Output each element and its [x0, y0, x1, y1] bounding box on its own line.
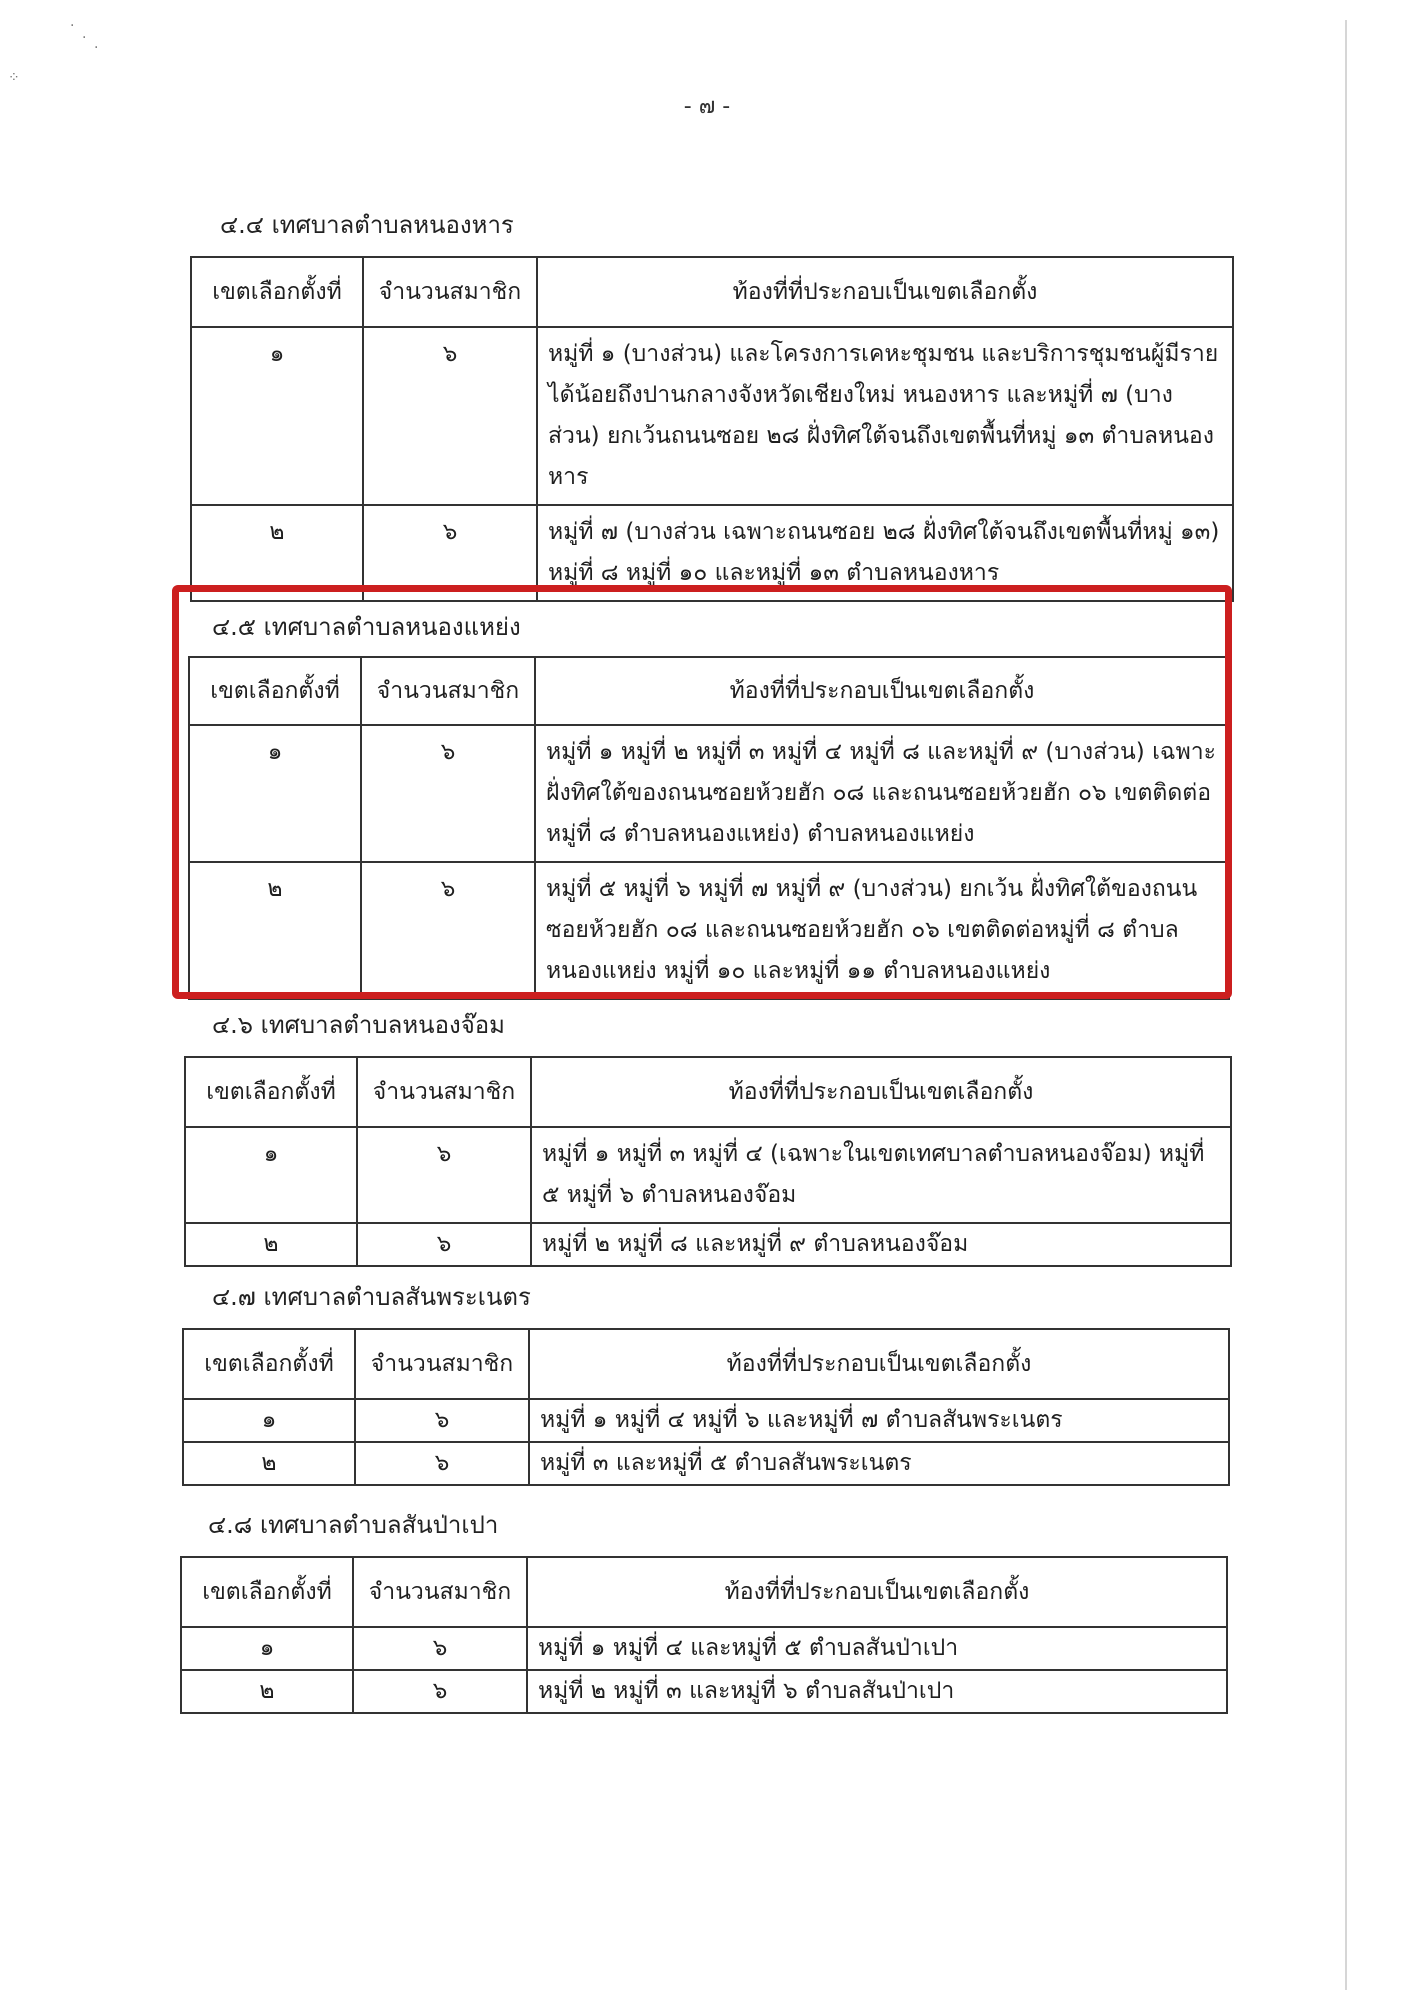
member-count: ๖: [357, 1223, 531, 1266]
member-count: ๖: [361, 725, 535, 862]
table-row: [191, 327, 1233, 505]
area-description: หมู่ที่ ๓ และหมู่ที่ ๕ ตำบลสันพระเนตร: [529, 1442, 1229, 1485]
header-members: จำนวนสมาชิก: [357, 1057, 531, 1127]
area-description: หมู่ที่ ๑ (บางส่วน) และโครงการเคหะชุมชน และบริการชุมชนผู้มีรายได้น้อยถึงปานกลางจังหวัดเชียงใหม่ หนองหาร และหมู่ที่ ๗ (บางส่วน) ยกเว้นถนนซอย ๒๘ ฝั่งทิศใต้จนถึงเขตพื้นที่หมู่ ๑๓ ตำบลหนองหาร: [537, 327, 1233, 505]
header-areas: ท้องที่ที่ประกอบเป็นเขตเลือกตั้ง: [531, 1057, 1231, 1127]
page-number: - ๗ -: [683, 94, 731, 119]
table-header-row: [183, 1329, 1229, 1399]
member-count: ๖: [363, 327, 537, 505]
district-number: ๒: [191, 505, 363, 601]
district-number: ๑: [183, 1399, 355, 1442]
header-areas: ท้องที่ที่ประกอบเป็นเขตเลือกตั้ง: [537, 257, 1233, 327]
scan-speck: ·: [94, 40, 99, 56]
table-row: [183, 1399, 1229, 1442]
election-table: [184, 1056, 1232, 1267]
area-description: หมู่ที่ ๑ หมู่ที่ ๓ หมู่ที่ ๔ (เฉพาะในเขตเทศบาลตำบลหนองจ๊อม) หมู่ที่ ๕ หมู่ที่ ๖ ตำบลหนองจ๊อม: [531, 1127, 1231, 1223]
table-header-row: [185, 1057, 1231, 1127]
header-members: จำนวนสมาชิก: [353, 1557, 527, 1627]
member-count: ๖: [353, 1670, 527, 1713]
district-number: ๑: [185, 1127, 357, 1223]
header-district: เขตเลือกตั้งที่: [185, 1057, 357, 1127]
section-title: ๔.๕ เทศบาลตำบลหนองแหย่ง: [212, 613, 521, 641]
member-count: ๖: [355, 1442, 529, 1485]
section-title: ๔.๖ เทศบาลตำบลหนองจ๊อม: [212, 1011, 505, 1039]
member-count: ๖: [355, 1399, 529, 1442]
area-description: หมู่ที่ ๑ หมู่ที่ ๔ หมู่ที่ ๖ และหมู่ที่ ๗ ตำบลสันพระเนตร: [529, 1399, 1229, 1442]
table-row: [183, 1442, 1229, 1485]
election-table: [182, 1328, 1230, 1486]
area-description: หมู่ที่ ๑ หมู่ที่ ๔ และหมู่ที่ ๕ ตำบลสันป่าเปา: [527, 1627, 1227, 1670]
district-number: ๑: [189, 725, 361, 862]
member-count: ๖: [357, 1127, 531, 1223]
table-row: [181, 1627, 1227, 1670]
district-number: ๑: [181, 1627, 353, 1670]
election-table: [180, 1556, 1228, 1714]
member-count: ๖: [361, 862, 535, 999]
section-title: ๔.๘ เทศบาลตำบลสันป่าเปา: [208, 1511, 499, 1539]
page-edge-line: [1345, 20, 1347, 1990]
table-header-row: [181, 1557, 1227, 1627]
district-number: ๒: [189, 862, 361, 999]
header-areas: ท้องที่ที่ประกอบเป็นเขตเลือกตั้ง: [535, 657, 1229, 725]
section-title: ๔.๗ เทศบาลตำบลสันพระเนตร: [212, 1283, 531, 1311]
table-row: [181, 1670, 1227, 1713]
district-number: ๒: [185, 1223, 357, 1266]
header-district: เขตเลือกตั้งที่: [183, 1329, 355, 1399]
area-description: หมู่ที่ ๒ หมู่ที่ ๘ และหมู่ที่ ๙ ตำบลหนองจ๊อม: [531, 1223, 1231, 1266]
district-number: ๒: [181, 1670, 353, 1713]
scan-speck: ·: [70, 18, 75, 34]
district-number: ๒: [183, 1442, 355, 1485]
header-areas: ท้องที่ที่ประกอบเป็นเขตเลือกตั้ง: [527, 1557, 1227, 1627]
member-count: ๖: [353, 1627, 527, 1670]
highlight-box: [172, 585, 1232, 999]
area-description: หมู่ที่ ๑ หมู่ที่ ๒ หมู่ที่ ๓ หมู่ที่ ๔ หมู่ที่ ๘ และหมู่ที่ ๙ (บางส่วน) เฉพาะ ฝั่งทิศใต้ของถนนซอยห้วยฮัก ๐๘ และถนนซอยห้วยฮัก ๐๖ เขตติดต่อหมู่ที่ ๘ ตำบลหนองแหย่ง) ตำบลหนองแหย่ง: [535, 725, 1229, 862]
table-header-row: [191, 257, 1233, 327]
header-district: เขตเลือกตั้งที่: [189, 657, 361, 725]
area-description: หมู่ที่ ๗ (บางส่วน เฉพาะถนนซอย ๒๘ ฝั่งทิศใต้จนถึงเขตพื้นที่หมู่ ๑๓) หมู่ที่ ๘ หมู่ที่ ๑๐ และหมู่ที่ ๑๓ ตำบลหนองหาร: [537, 505, 1233, 601]
election-table: [190, 256, 1234, 602]
header-members: จำนวนสมาชิก: [355, 1329, 529, 1399]
scan-speck: ·: [82, 30, 87, 46]
area-description: หมู่ที่ ๒ หมู่ที่ ๓ และหมู่ที่ ๖ ตำบลสันป่าเปา: [527, 1670, 1227, 1713]
header-district: เขตเลือกตั้งที่: [191, 257, 363, 327]
section-title: ๔.๔ เทศบาลตำบลหนองหาร: [220, 211, 514, 239]
member-count: ๖: [363, 505, 537, 601]
header-district: เขตเลือกตั้งที่: [181, 1557, 353, 1627]
district-number: ๑: [191, 327, 363, 505]
table-row: [185, 1223, 1231, 1266]
header-members: จำนวนสมาชิก: [363, 257, 537, 327]
scan-speck: ⁘: [8, 70, 20, 86]
table-row: [185, 1127, 1231, 1223]
header-areas: ท้องที่ที่ประกอบเป็นเขตเลือกตั้ง: [529, 1329, 1229, 1399]
area-description: หมู่ที่ ๕ หมู่ที่ ๖ หมู่ที่ ๗ หมู่ที่ ๙ (บางส่วน) ยกเว้น ฝั่งทิศใต้ของถนนซอยห้วยฮัก ๐๘ และถนนซอยห้วยฮัก ๐๖ เขตติดต่อหมู่ที่ ๘ ตำบลหนองแหย่ง หมู่ที่ ๑๐ และหมู่ที่ ๑๑ ตำบลหนองแหย่ง: [535, 862, 1229, 999]
header-members: จำนวนสมาชิก: [361, 657, 535, 725]
